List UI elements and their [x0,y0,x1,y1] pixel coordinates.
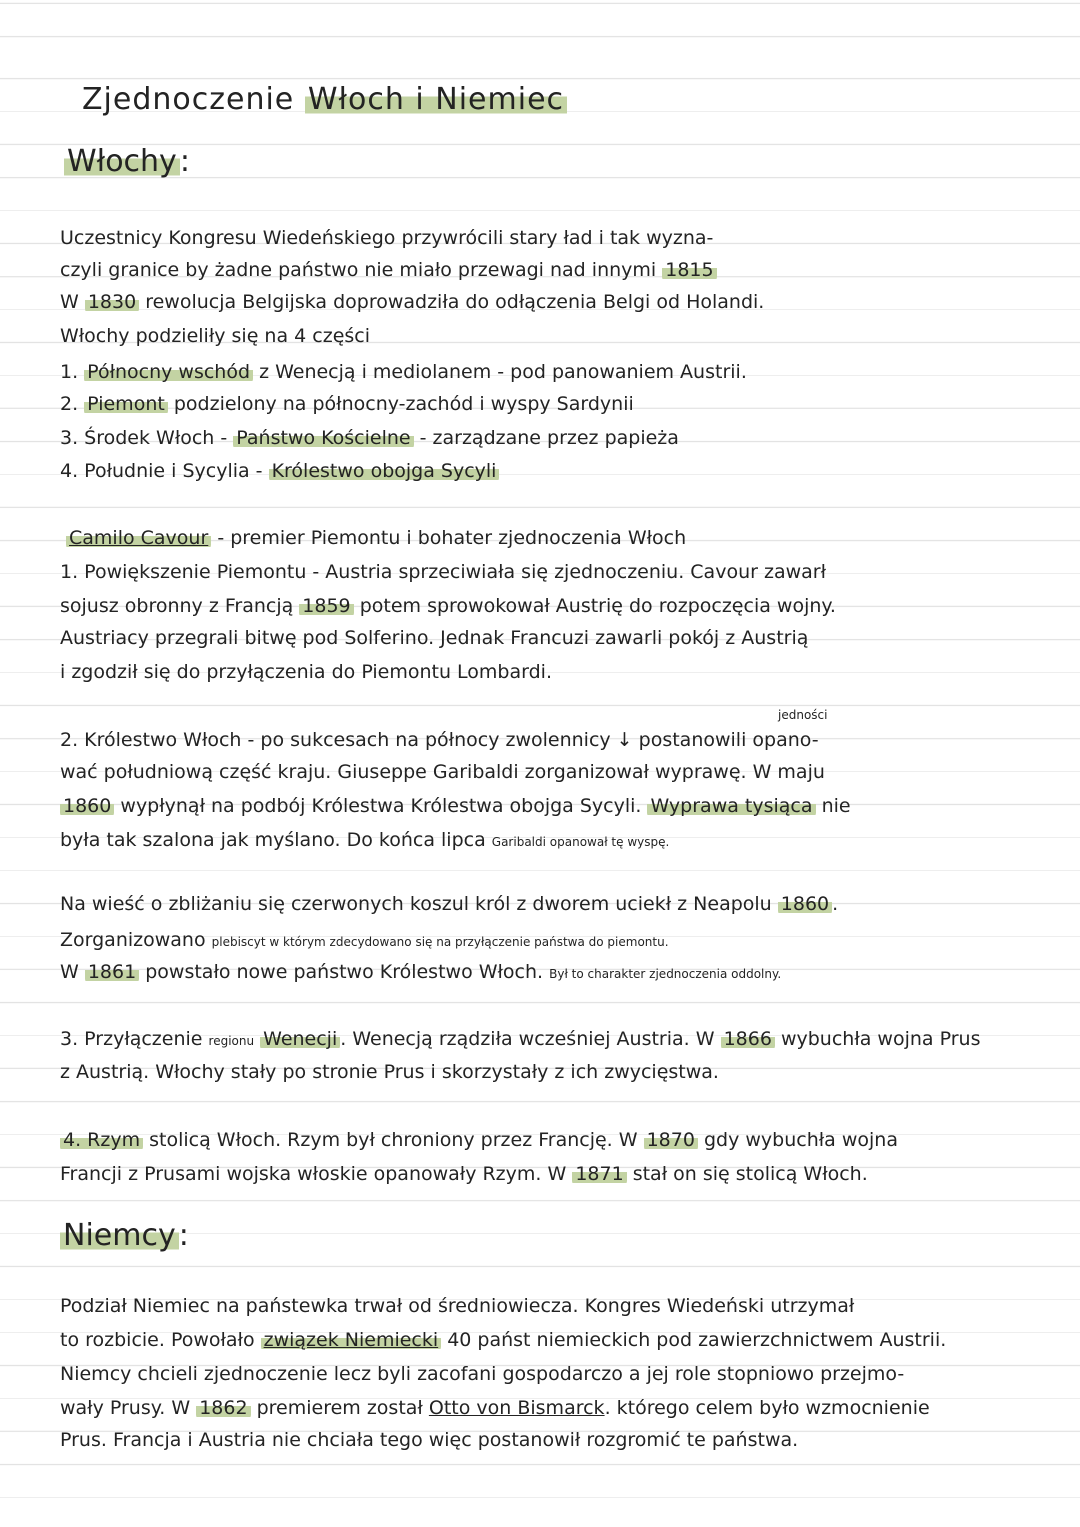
part-3-b: - zarządzane przez papieża [413,427,679,449]
part-1-highlight: Północny wschód [84,361,253,383]
intro-line-3-a: W [60,291,85,313]
p2b-line-3 [60,956,781,991]
p2-line-2: wać południową część kraju. Giuseppe Garibaldi zorganizował wyprawę. W maju [60,761,825,783]
p3-line-1 [60,1023,980,1058]
wlochy-heading-colon: : [179,144,190,179]
year-1866: 1866 [721,1028,775,1050]
intro-line-2 [60,254,717,287]
part-3 [60,422,679,455]
year-1871: 1871 [572,1163,626,1185]
p2b-l1-a: Na wieść o zbliżaniu się czerwonych koszul król z dworem uciekł z Neapolu [60,893,778,915]
annotation-jednosci: jedności [778,708,828,722]
p2b-l3-a: W [60,961,85,983]
cavour-p1-line-3: Austriacy przegrali bitwę pod Solferino. Jednak Francuzi zawarli pokój z Austrią [60,627,809,649]
cavour-name: Camilo Cavour [66,527,211,549]
p2-l3-a: wypłynął na podbój Królestwa Królestwa obojga Sycyli. [114,795,648,817]
part-4 [60,455,499,488]
p2b-l3-c: Był to charakter zjednoczenia oddolny. [549,967,782,981]
part-2 [60,388,634,421]
year-1860-a: 1860 [60,795,114,817]
zwiazek-niemiecki: związek Niemiecki [261,1329,442,1351]
section-heading-wlochy [64,142,190,182]
part-1 [60,356,747,389]
cavour-p1-line-1: 1. Powiększenie Piemontu - Austria sprzeciwiała się zjednoczeniu. Cavour zawarł [60,561,826,583]
part-1-b: z Wenecją i mediolanem - pod panowaniem Austrii. [253,361,747,383]
year-1860-b: 1860 [778,893,832,915]
p2-line-3 [60,790,851,823]
p4-line-2 [60,1158,868,1191]
p2-l4-b: Garibaldi opanował tę wyspę. [491,835,670,849]
niemcy-l2-b: 40 państ niemieckich pod zawierzchnictwem Austrii. [441,1329,947,1351]
cavour-rest: - premier Piemontu i bohater zjednoczenia Włoch [211,527,687,549]
niemcy-line-4 [60,1392,930,1425]
p2b-l3-b: powstało nowe państwo Królestwo Włoch. [139,961,550,983]
p2b-l2-a: Zorganizowano [60,929,212,951]
wlochy-heading-text: Włochy [64,144,180,179]
p2-l4-a: była tak szalona jak myślano. Do końca lipca [60,829,492,851]
part-4-a: 4. Południe i Sycylia - [60,460,269,482]
page-title [82,80,567,120]
intro-line-1: Uczestnicy Kongresu Wiedeńskiego przywrócili stary ład i tak wyzna- [60,227,714,249]
p2b-l1-b: . [832,893,839,915]
p4-l2-a: Francji z Prusami wojska włoskie opanowały Rzym. W [60,1163,573,1185]
niemcy-l4-c: . którego celem było wzmocnienie [604,1397,930,1419]
year-1830: 1830 [85,291,139,313]
cavour-p1-line-2 [60,590,836,623]
cavour-line [66,522,686,555]
part-3-highlight: Państwo Kościelne [233,427,413,449]
p2b-l2-b: plebiscyt w którym zdecydowano się na przyłączenie państwa do piemontu. [211,935,669,949]
niemcy-line-1: Podział Niemiec na państewka trwał od średniowiecza. Kongres Wiedeński utrzymał [60,1295,855,1317]
p4-l1-a: stolicą Włoch. Rzym był chroniony przez Francję. W [143,1129,644,1151]
otto-von-bismarck: Otto von Bismarck [428,1397,605,1419]
year-1870: 1870 [644,1129,698,1151]
part-2-highlight: Piemont [84,393,168,415]
niemcy-heading-text: Niemcy [60,1218,179,1253]
cavour-p1-l2-a: sojusz obronny z Francją [60,595,300,617]
part-4-highlight: Królestwo obojga Sycyli [269,460,500,482]
year-1815: 1815 [662,259,716,281]
p3-l1-a: 3. Przyłączenie [60,1028,209,1050]
niemcy-line-5: Prus. Francja i Austria nie chciała tego więc postanowił rozgromić te państwa. [60,1429,799,1451]
p4-line-1 [60,1124,898,1157]
title-part-1: Zjednoczenie [82,82,295,117]
p4-l2-b: stał on się stolicą Włoch. [626,1163,868,1185]
p3-l1-regionu: regionu [208,1034,255,1048]
part-2-a: 2. [60,393,85,415]
niemcy-l4-b: premierem został [250,1397,429,1419]
niemcy-heading-colon: : [178,1218,189,1253]
p3-line-2: z Austrią. Włochy stały po stronie Prus i skorzystały z ich zwycięstwa. [60,1061,719,1083]
niemcy-l2-a: to rozbicie. Powołało [60,1329,261,1351]
intro-line-2-text: czyli granice by żadne państwo nie miało przewagi nad innymi [60,259,663,281]
p2-line-1: 2. Królestwo Włoch - po sukcesach na północy zwolennicy ↓ postanowili opano- [60,729,819,751]
part-2-b: podzielony na północny-zachód i wyspy Sardynii [167,393,634,415]
intro-line-4: Włochy podzieliły się na 4 części [60,325,371,347]
section-heading-niemcy [60,1216,189,1256]
niemcy-line-2 [60,1324,946,1357]
intro-line-3-b: rewolucja Belgijska doprowadziła do odłączenia Belgi od Holandi. [139,291,765,313]
niemcy-line-3: Niemcy chcieli zjednoczenie lecz byli zacofani gospodarczo a jej role stopniowo przejmo- [60,1363,905,1385]
wyprawa-tysiaca: Wyprawa tysiąca [647,795,815,817]
p2-line-4 [60,824,669,859]
part-1-a: 1. [60,361,85,383]
p4-l1-b: gdy wybuchła wojna [697,1129,898,1151]
p2b-line-2 [60,924,669,959]
cavour-p1-line-4: i zgodził się do przyłączenia do Piemontu Lombardi. [60,661,552,683]
year-1861: 1861 [85,961,139,983]
niemcy-l4-a: wały Prusy. W [60,1397,197,1419]
year-1862: 1862 [196,1397,250,1419]
year-1859: 1859 [299,595,353,617]
p2b-line-1 [60,888,838,921]
p2-l3-b: nie [815,795,851,817]
title-part-2: Włoch i Niemiec [305,82,567,117]
intro-line-3 [60,286,764,319]
wenecji-highlight: Wenecji [260,1028,340,1050]
cavour-p1-l2-b: potem sprowokował Austrię do rozpoczęcia wojny. [353,595,836,617]
part-3-a: 3. Środek Włoch - [60,427,234,449]
p3-l1-d: wybuchła wojna Prus [774,1028,981,1050]
rzym-highlight: 4. Rzym [60,1129,143,1151]
p3-l1-c: . Wenecją rządziła wcześniej Austria. W [340,1028,721,1050]
